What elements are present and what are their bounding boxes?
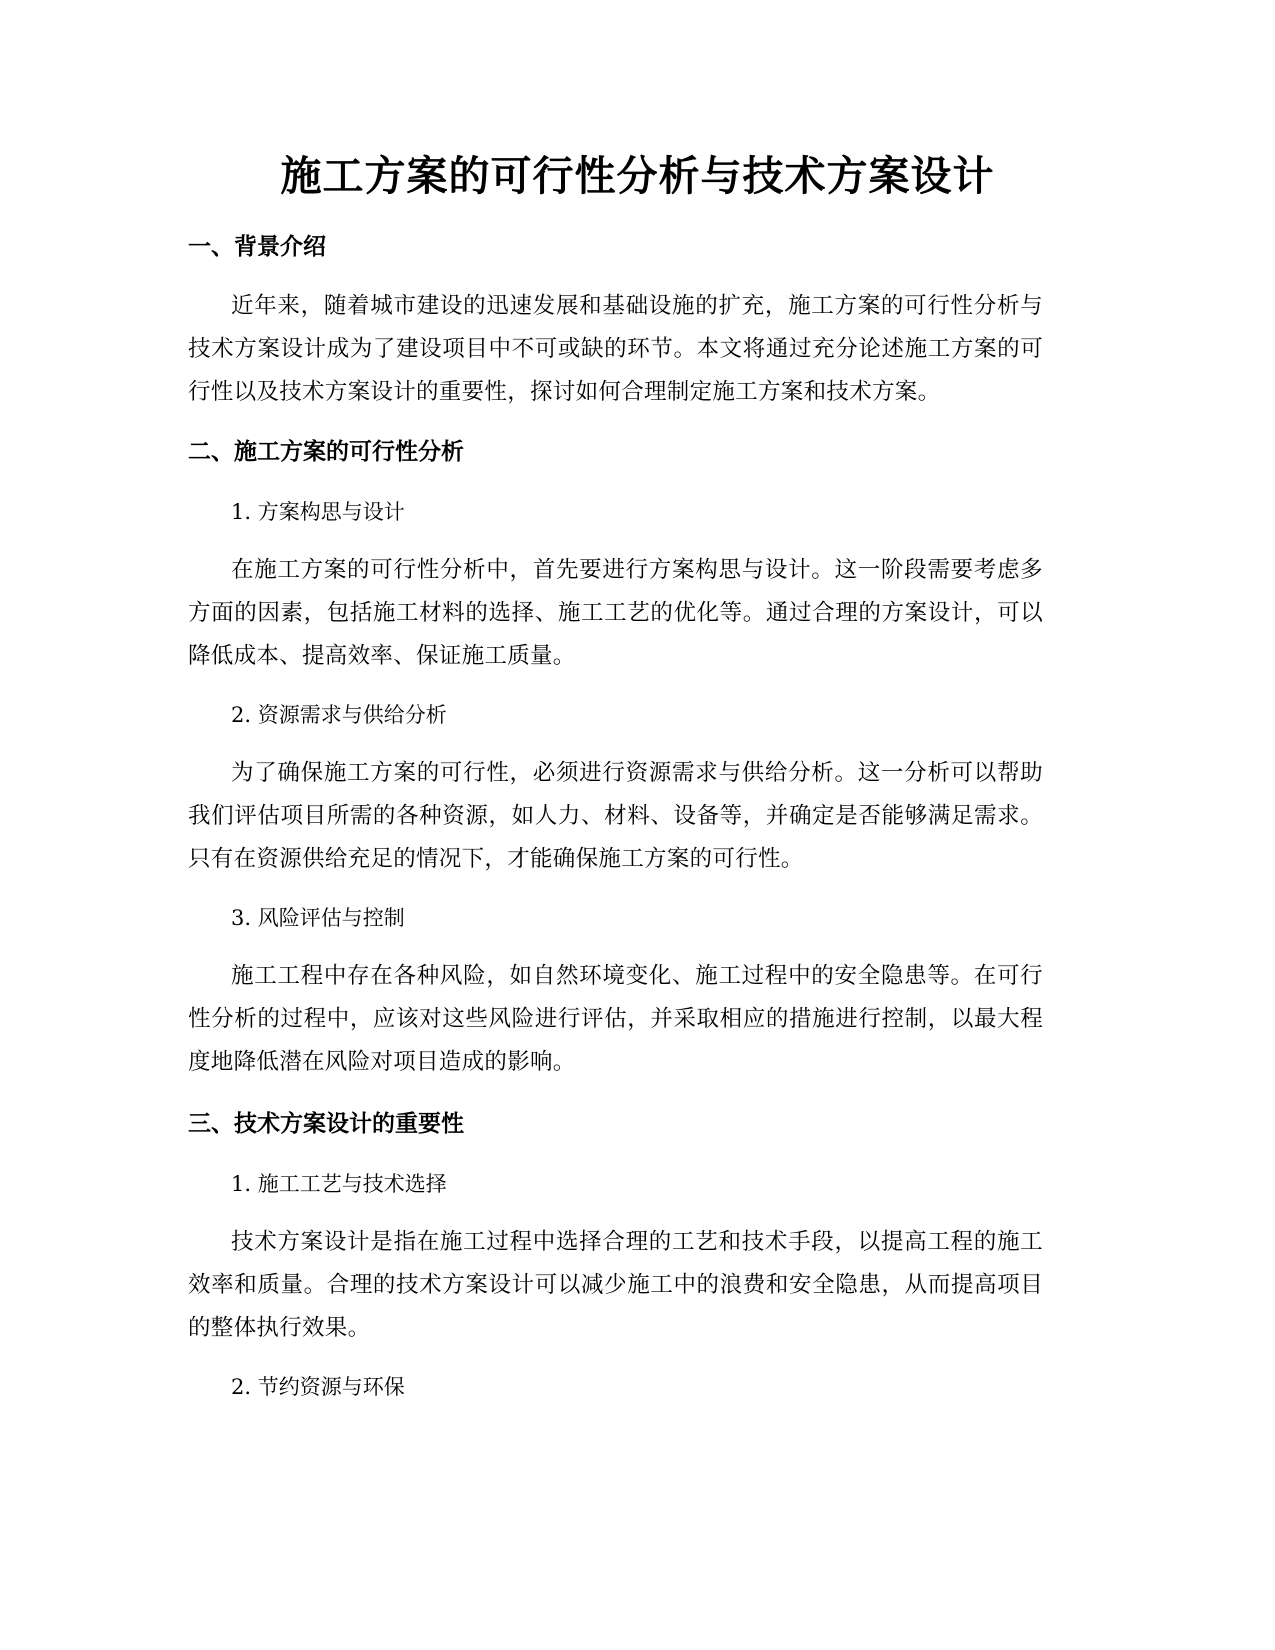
subheading-concept-design: 1. 方案构思与设计: [231, 500, 405, 524]
subheading-resource-analysis: 2. 资源需求与供给分析: [231, 703, 447, 727]
process-technology-paragraph: 技术方案设计是指在施工过程中选择合理的工艺和技术手段，以提高工程的施工效率和质量。合理的技术方案设计可以减少施工中的浪费和安全隐患，从而提高项目的整体执行效果。: [188, 1229, 1043, 1341]
section-heading-background: 一、背景介绍: [188, 234, 326, 260]
concept-design-paragraph: 在施工方案的可行性分析中，首先要进行方案构思与设计。这一阶段需要考虑多方面的因素，包括施工材料的选择、施工工艺的优化等。通过合理的方案设计，可以降低成本、提高效率、保证施工质量。: [188, 557, 1043, 669]
section-heading-feasibility: 二、施工方案的可行性分析: [188, 439, 464, 465]
background-paragraph: 近年来，随着城市建设的迅速发展和基础设施的扩充，施工方案的可行性分析与技术方案设计成为了建设项目中不可或缺的环节。本文将通过充分论述施工方案的可行性以及技术方案设计的重要性，探讨如何合理制定施工方案和技术方案。: [188, 293, 1043, 405]
risk-assessment-paragraph: 施工工程中存在各种风险，如自然环境变化、施工过程中的安全隐患等。在可行性分析的过程中，应该对这些风险进行评估，并采取相应的措施进行控制，以最大程度地降低潜在风险对项目造成的影响。: [188, 963, 1043, 1075]
subheading-resource-saving: 2. 节约资源与环保: [231, 1375, 405, 1399]
document-title: 施工方案的可行性分析与技术方案设计: [280, 152, 995, 200]
subheading-process-technology: 1. 施工工艺与技术选择: [231, 1172, 447, 1196]
resource-analysis-paragraph: 为了确保施工方案的可行性，必须进行资源需求与供给分析。这一分析可以帮助我们评估项目所需的各种资源，如人力、材料、设备等，并确定是否能够满足需求。只有在资源供给充足的情况下，才能确保施工方案的可行性。: [188, 760, 1043, 872]
section-heading-technical-design: 三、技术方案设计的重要性: [188, 1111, 464, 1137]
subheading-risk-assessment: 3. 风险评估与控制: [231, 906, 405, 930]
